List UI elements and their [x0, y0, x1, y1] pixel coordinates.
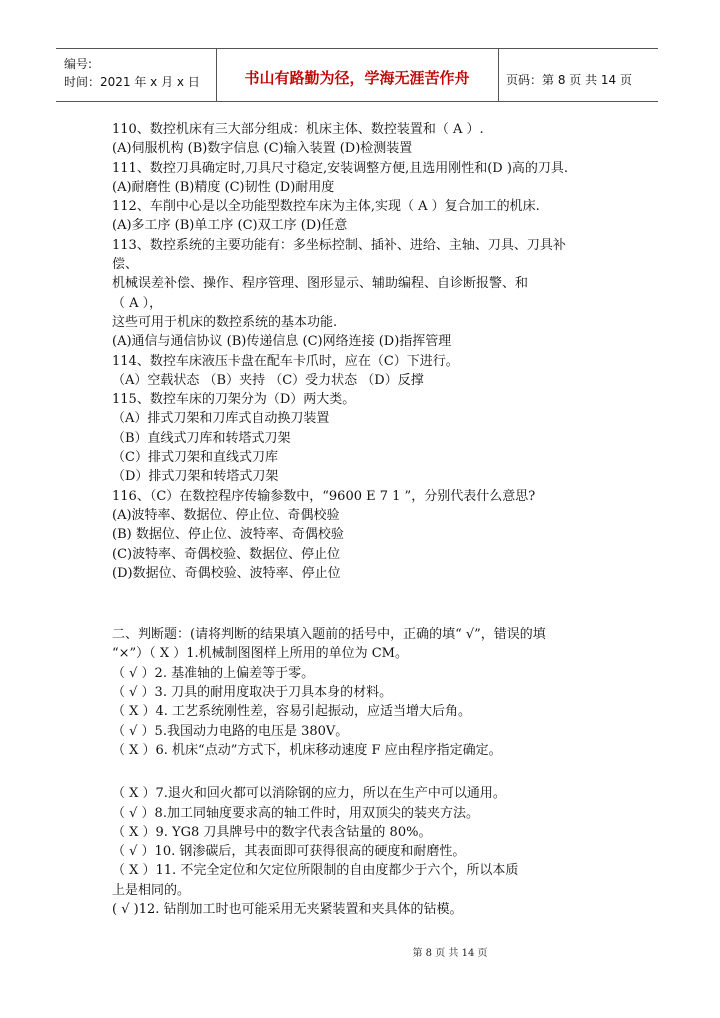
text-line: （B）直线式刀库和转塔式刀架: [112, 430, 291, 446]
text-line: （ √ ）8.加工同轴度要求高的轴工件时，用双顶尖的装夹方法。: [112, 805, 479, 821]
text-line: 111、数控刀具确定时,刀具尺寸稳定,安装调整方便,且选用刚性和(D )高的刀具.: [112, 160, 569, 176]
page-header: [56, 48, 658, 102]
judgement-section-part-1: [112, 625, 632, 760]
text-line: (A)波特率、数据位、停止位、奇偶校验: [112, 507, 340, 523]
text-line: (A)通信与通信协议 (B)传递信息 (C)网络连接 (D)指挥管理: [112, 334, 452, 350]
text-line: 偿、: [112, 257, 139, 273]
text-line: (C)波特率、奇偶校验、数据位、停止位: [112, 546, 341, 562]
text-line: (B) 数据位、停止位、波特率、奇偶校验: [112, 527, 344, 543]
text-line: （ √ ）5.我国动力电路的电压是 380V。: [112, 723, 349, 739]
page-footer: [0, 944, 720, 959]
document-number-label: 编号:: [64, 57, 93, 71]
text-line: （ √ ）3. 刀具的耐用度取决于刀具本身的材料。: [112, 685, 393, 701]
header-page-info: 页码：第 8 页 共 14 页: [506, 73, 632, 87]
text-line: 114、数控车床液压卡盘在配车卡爪时，应在（C）下进行。: [112, 353, 459, 369]
text-line: （ X ）4. 工艺系统刚性差，容易引起振动，应适当增大后角。: [112, 704, 472, 720]
text-line: 113、数控系统的主要功能有：多坐标控制、插补、进给、主轴、刀具、刀具补: [112, 237, 566, 253]
text-line: “×”）（ X ）1.机械制图图样上所用的单位为 CM。: [112, 646, 408, 662]
text-line: 116、（C）在数控程序传输参数中，“9600 E 7 1 ”，分别代表什么意思?: [112, 488, 536, 504]
text-line: （ X ）11. 不完全定位和欠定位所限制的自由度都少于六个，所以本质: [112, 863, 519, 879]
text-line: （D）排式刀架和转塔式刀架: [112, 469, 279, 485]
text-line: （C）排式刀架和直线式刀库: [112, 450, 278, 466]
document-time-label: 时间：2021 年 x 月 x 日: [64, 75, 200, 89]
text-line: 上是相同的。: [112, 882, 191, 898]
text-line: （ √ ）10. 钢渗碳后，其表面即可获得很高的硬度和耐磨性。: [112, 844, 466, 860]
text-line: （ X ）6. 机床“点动”方式下，机床移动速度 F 应由程序指定确定。: [112, 742, 502, 758]
text-line: 115、数控车床的刀架分为（D）两大类。: [112, 392, 356, 408]
judgement-section-part-2: [112, 784, 632, 919]
text-line: (A)耐磨性 (B)精度 (C)韧性 (D)耐用度: [112, 179, 335, 195]
text-line: 112、车削中心是以全功能型数控车床为主体,实现（ A ）复合加工的机床.: [112, 199, 540, 215]
text-line: 机械误差补偿、操作、程序管理、图形显示、辅助编程、自诊断报警、和: [112, 276, 529, 292]
text-line: 这些可用于机床的数控系统的基本功能.: [112, 314, 338, 330]
text-line: （ X ）9. YG8 刀具牌号中的数字代表含钴量的 80%。: [112, 824, 432, 840]
text-line: （ A ），: [112, 295, 163, 311]
text-line: 110、数控机床有三大部分组成：机床主体、数控装置和（ A ）.: [112, 122, 484, 137]
text-line: (A)伺服机构 (B)数字信息 (C)输入装置 (D)检测装置: [112, 141, 413, 157]
text-line: 二、判断题：(请将判断的结果填入题前的括号中，正确的填“ √”，错误的填: [112, 627, 546, 643]
header-left-cell: [56, 49, 217, 101]
document-body: [112, 120, 632, 919]
text-line: （ √ ）2. 基准轴的上偏差等于零。: [112, 665, 315, 681]
text-line: （A）排式刀架和刀库式自动换刀装置: [112, 411, 330, 427]
text-line: ( √ )12. 钻削加工时也可能采用无夹紧装置和夹具体的钻模。: [112, 901, 463, 917]
header-right-cell: [498, 49, 658, 101]
text-line: (D)数据位、奇偶校验、波特率、停止位: [112, 565, 341, 581]
footer-page-number: 第 8 页 共 14 页: [412, 948, 488, 959]
text-line: （ X ）7.退火和回火都可以消除钢的应力，所以在生产中可以通用。: [112, 786, 506, 802]
header-motto: 书山有路勤为径，学海无涯苦作舟: [244, 69, 470, 87]
multiple-choice-section: [112, 120, 632, 583]
text-line: （A）空载状态 （B）夹持 （C）受力状态 （D）反撑: [112, 372, 424, 388]
text-line: (A)多工序 (B)单工序 (C)双工序 (D)任意: [112, 218, 348, 234]
header-middle-cell: [216, 49, 499, 101]
